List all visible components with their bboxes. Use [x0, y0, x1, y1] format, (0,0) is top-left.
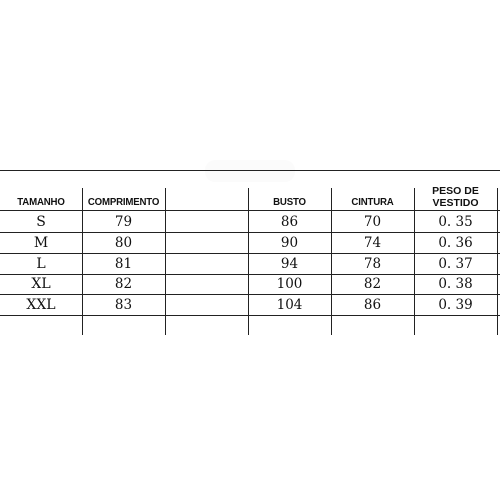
cell-busto-xl: 100	[276, 276, 303, 292]
cell-busto-m: 90	[280, 234, 299, 251]
cell-size-xxl: XXL	[26, 296, 56, 313]
table-col-rule-6	[497, 188, 498, 335]
table-rule-row5	[0, 315, 500, 316]
cell-comprimento-l: 81	[114, 255, 133, 272]
size-table	[0, 170, 500, 335]
header-busto: BUSTO	[273, 196, 306, 208]
table-col-rule-2	[165, 188, 166, 335]
table-rule-top	[0, 170, 500, 171]
cell-comprimento-xl: 82	[114, 276, 133, 292]
cell-busto-s: 86	[280, 213, 299, 230]
cell-peso-l: 0. 37	[438, 255, 473, 272]
cell-size-l: L	[36, 255, 46, 272]
cell-comprimento-s: 79	[114, 213, 133, 230]
cell-busto-l: 94	[280, 255, 299, 272]
cell-peso-s: 0. 35	[438, 213, 473, 230]
cell-comprimento-m: 80	[114, 234, 133, 251]
header-peso-line1: PESO DE	[432, 185, 479, 197]
header-comprimento: COMPRIMENTO	[87, 196, 160, 208]
cell-cintura-s: 70	[363, 213, 382, 230]
cell-peso-xl: 0. 38	[438, 276, 473, 292]
cell-size-xl: XL	[31, 276, 51, 292]
cell-peso-xxl: 0. 39	[438, 296, 473, 313]
cell-peso-m: 0. 36	[438, 234, 473, 251]
cell-cintura-xl: 82	[363, 276, 382, 292]
header-peso-line2: VESTIDO	[432, 197, 479, 209]
cell-comprimento-xxl: 83	[114, 296, 133, 313]
cell-busto-xxl: 104	[276, 296, 303, 313]
cell-size-s: S	[36, 213, 46, 230]
cell-size-m: M	[33, 234, 49, 251]
header-cintura: CINTURA	[351, 196, 394, 208]
cell-cintura-l: 78	[363, 255, 382, 272]
header-tamanho: TAMANHO	[17, 196, 65, 208]
cell-cintura-m: 74	[363, 234, 382, 251]
header-peso-de-vestido	[414, 182, 497, 212]
cell-cintura-xxl: 86	[363, 296, 382, 313]
